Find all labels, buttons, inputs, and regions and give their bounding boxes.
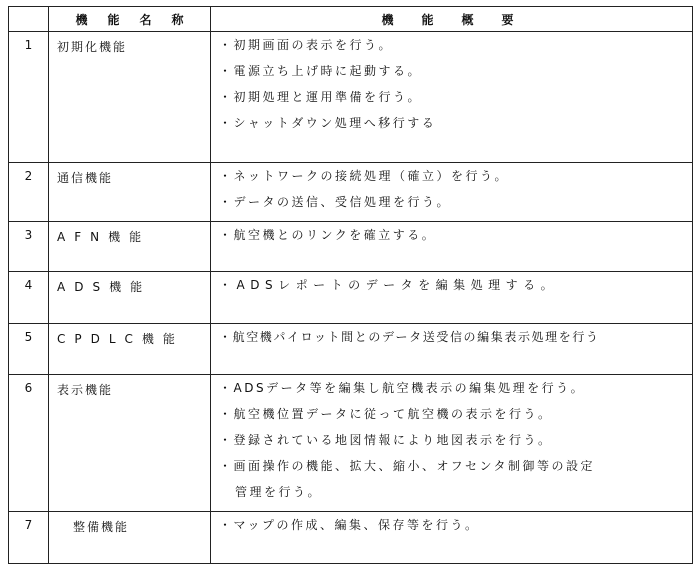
function-name: 通信機能	[49, 163, 211, 222]
row-number: 5	[9, 324, 49, 375]
table-row	[9, 324, 693, 375]
summary-line: ・初期処理と運用準備を行う。	[219, 90, 423, 104]
summary-line: ・航空機パイロット間とのデータ送受信の編集表示処理を行う	[219, 330, 600, 344]
function-table	[8, 6, 693, 564]
function-summary	[211, 324, 693, 375]
function-summary	[211, 272, 693, 324]
function-name: AFN機能	[49, 222, 211, 272]
header-function-name: 機能名称	[49, 7, 211, 32]
table-header-row	[9, 7, 693, 32]
summary-line: ・シャットダウン処理へ移行する	[219, 116, 437, 130]
row-number: 6	[9, 375, 49, 512]
header-function-summary: 機能概要	[211, 7, 693, 32]
function-summary	[211, 512, 693, 564]
function-name: CPDLC機能	[49, 324, 211, 375]
table-row	[9, 32, 693, 163]
summary-line: ・マップの作成、編集、保存等を行う。	[219, 518, 480, 532]
row-number: 2	[9, 163, 49, 222]
summary-line: ・画面操作の機能、拡大、縮小、オフセンタ制御等の設定	[219, 459, 596, 473]
summary-line: ・航空機とのリンクを確立する。	[219, 228, 437, 242]
summary-line: ・ADSレポートのデータを編集処理する。	[219, 278, 559, 292]
function-name: 整備機能	[49, 512, 211, 564]
table-row	[9, 163, 693, 222]
summary-line: 管理を行う。	[235, 485, 323, 499]
function-summary	[211, 375, 693, 512]
table-row	[9, 375, 693, 512]
summary-line: ・電源立ち上げ時に起動する。	[219, 64, 423, 78]
summary-line: ・ADSデータ等を編集し航空機表示の編集処理を行う。	[219, 381, 586, 395]
function-name: 表示機能	[49, 375, 211, 512]
function-summary	[211, 32, 693, 163]
function-name: ADS機能	[49, 272, 211, 324]
table-row	[9, 512, 693, 564]
header-number	[9, 7, 49, 32]
table-row	[9, 222, 693, 272]
summary-line: ・航空機位置データに従って航空機の表示を行う。	[219, 407, 553, 421]
summary-line: ・登録されている地図情報により地図表示を行う。	[219, 433, 553, 447]
row-number: 3	[9, 222, 49, 272]
row-number: 1	[9, 32, 49, 163]
row-number: 7	[9, 512, 49, 564]
function-summary	[211, 163, 693, 222]
summary-line: ・ネットワークの接続処理（確立）を行う。	[219, 169, 510, 183]
summary-line: ・データの送信、受信処理を行う。	[219, 195, 452, 209]
function-name: 初期化機能	[49, 32, 211, 163]
row-number: 4	[9, 272, 49, 324]
function-summary	[211, 222, 693, 272]
table-row	[9, 272, 693, 324]
summary-line: ・初期画面の表示を行う。	[219, 38, 394, 52]
